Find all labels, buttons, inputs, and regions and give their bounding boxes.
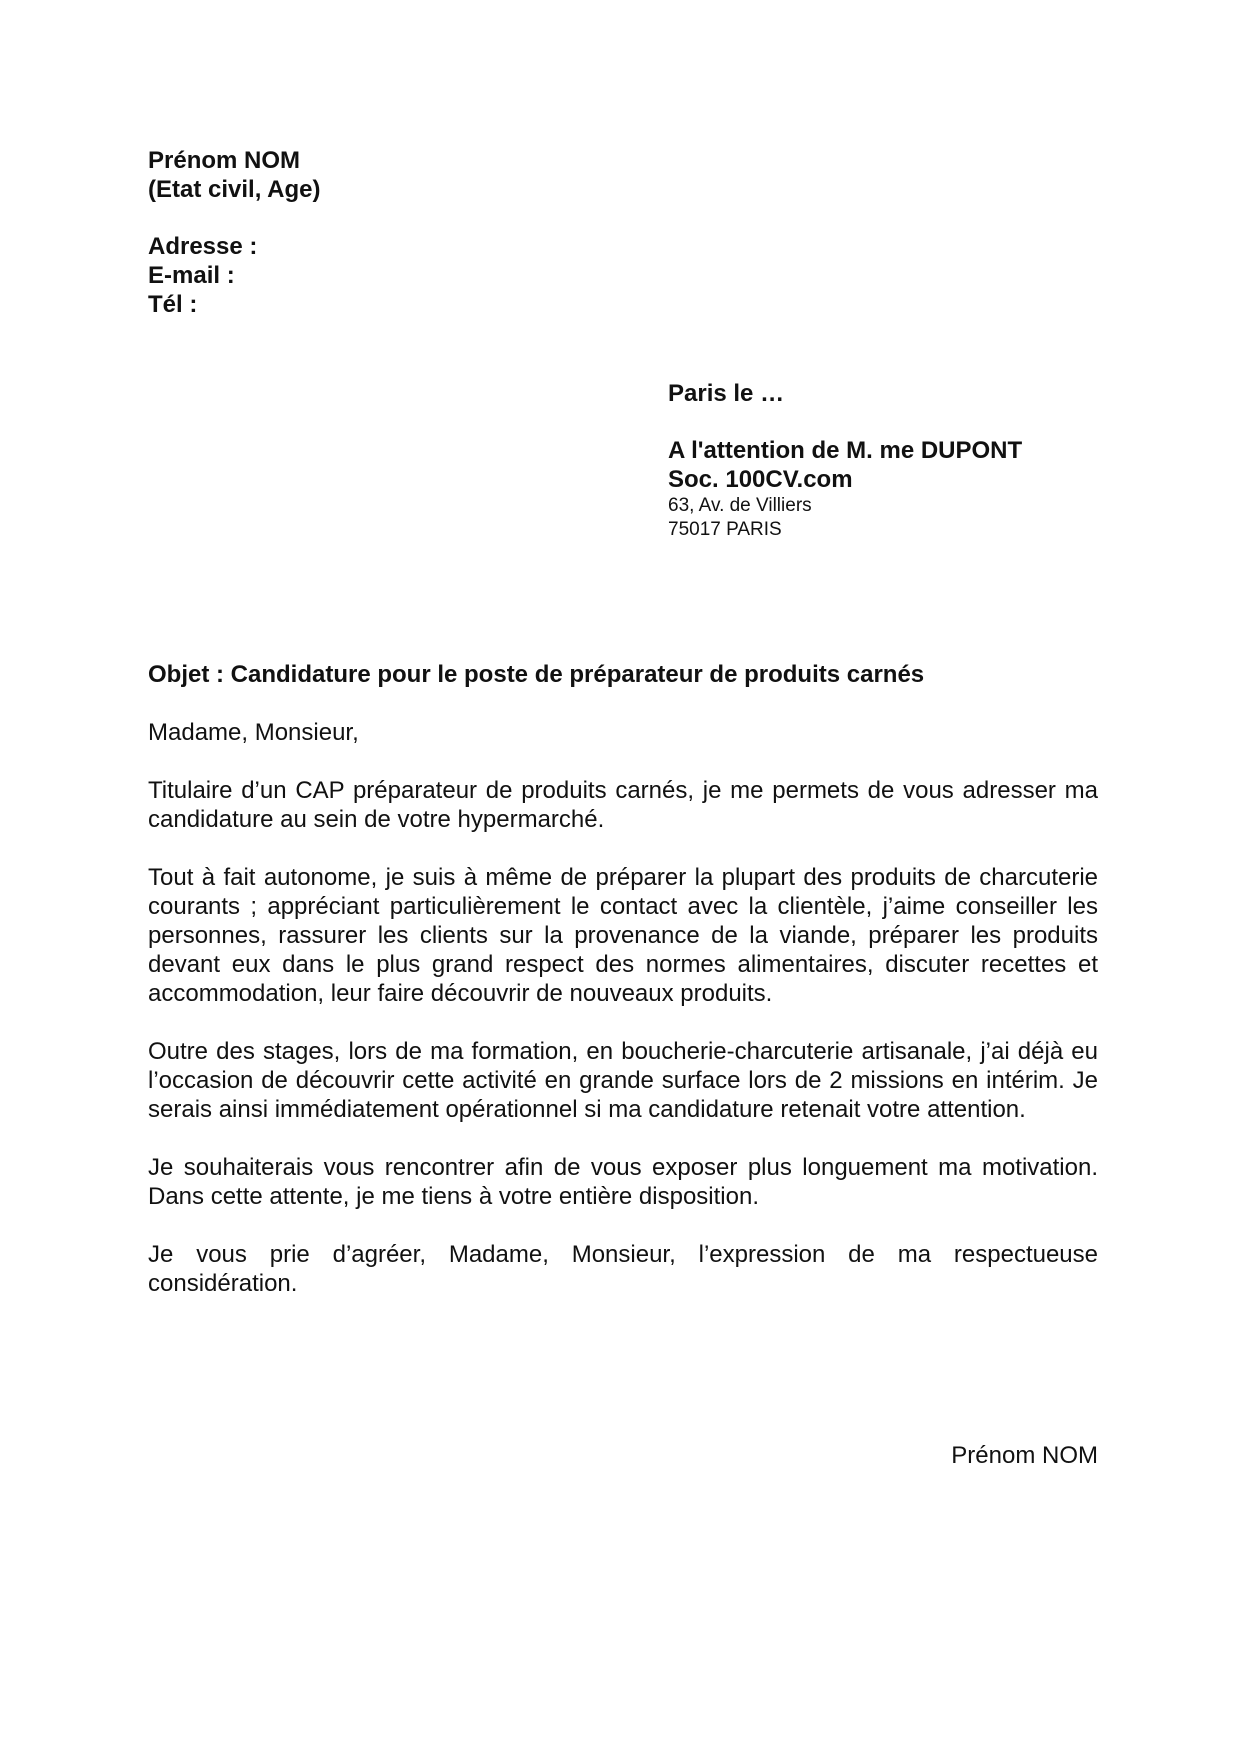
recipient-street: 63, Av. de Villiers — [668, 495, 812, 516]
sender-block — [148, 146, 320, 319]
sender-phone-label: Tél : — [148, 291, 198, 318]
body-paragraph: Titulaire d’un CAP préparateur de produits carnés, je me permets de vous adresser ma candidature au sein de votre hypermarché. — [148, 777, 1098, 833]
recipient-company: Soc. 100CV.com — [668, 466, 853, 493]
sender-address-label: Adresse : — [148, 233, 258, 260]
body-paragraph: Tout à fait autonome, je suis à même de préparer la plupart des produits de charcuterie courants ; appréciant particulièrement le contact avec la clientèle, j’aime conseiller les personnes, rassurer les clients sur la provenance de la viande, préparer les produits devant eux dans le plus grand respect des normes alimentaires, discuter recettes et accommodation, leur faire découvrir de nouveaux produits. — [148, 864, 1098, 1007]
sender-civil-status: (Etat civil, Age) — [148, 176, 321, 203]
body-paragraph: Outre des stages, lors de ma formation, en boucherie-charcuterie artisanale, j’ai déjà eu l’occasion de découvrir cette activité en grande surface lors de 2 missions en intérim. Je serais ainsi immédiatement opérationnel si ma candidature retenait votre attention. — [148, 1038, 1098, 1123]
sender-name: Prénom NOM — [148, 147, 301, 174]
recipient-city: 75017 PARIS — [668, 519, 782, 540]
salutation: Madame, Monsieur, — [148, 719, 359, 746]
letter-body — [148, 776, 1098, 1327]
body-paragraph: Je vous prie d’agréer, Madame, Monsieur, l’expression de ma respectueuse considération. — [148, 1241, 1098, 1297]
recipient-block — [668, 379, 1022, 542]
sender-email-label: E-mail : — [148, 262, 235, 289]
signature: Prénom NOM — [951, 1442, 1098, 1469]
recipient-attention: A l'attention de M. me DUPONT — [668, 437, 1023, 464]
place-date: Paris le … — [668, 380, 785, 407]
body-paragraph: Je souhaiterais vous rencontrer afin de vous exposer plus longuement ma motivation. Dans cette attente, je me tiens à votre entière disposition. — [148, 1154, 1098, 1210]
letter-subject: Objet : Candidature pour le poste de préparateur de produits carnés — [148, 661, 925, 688]
